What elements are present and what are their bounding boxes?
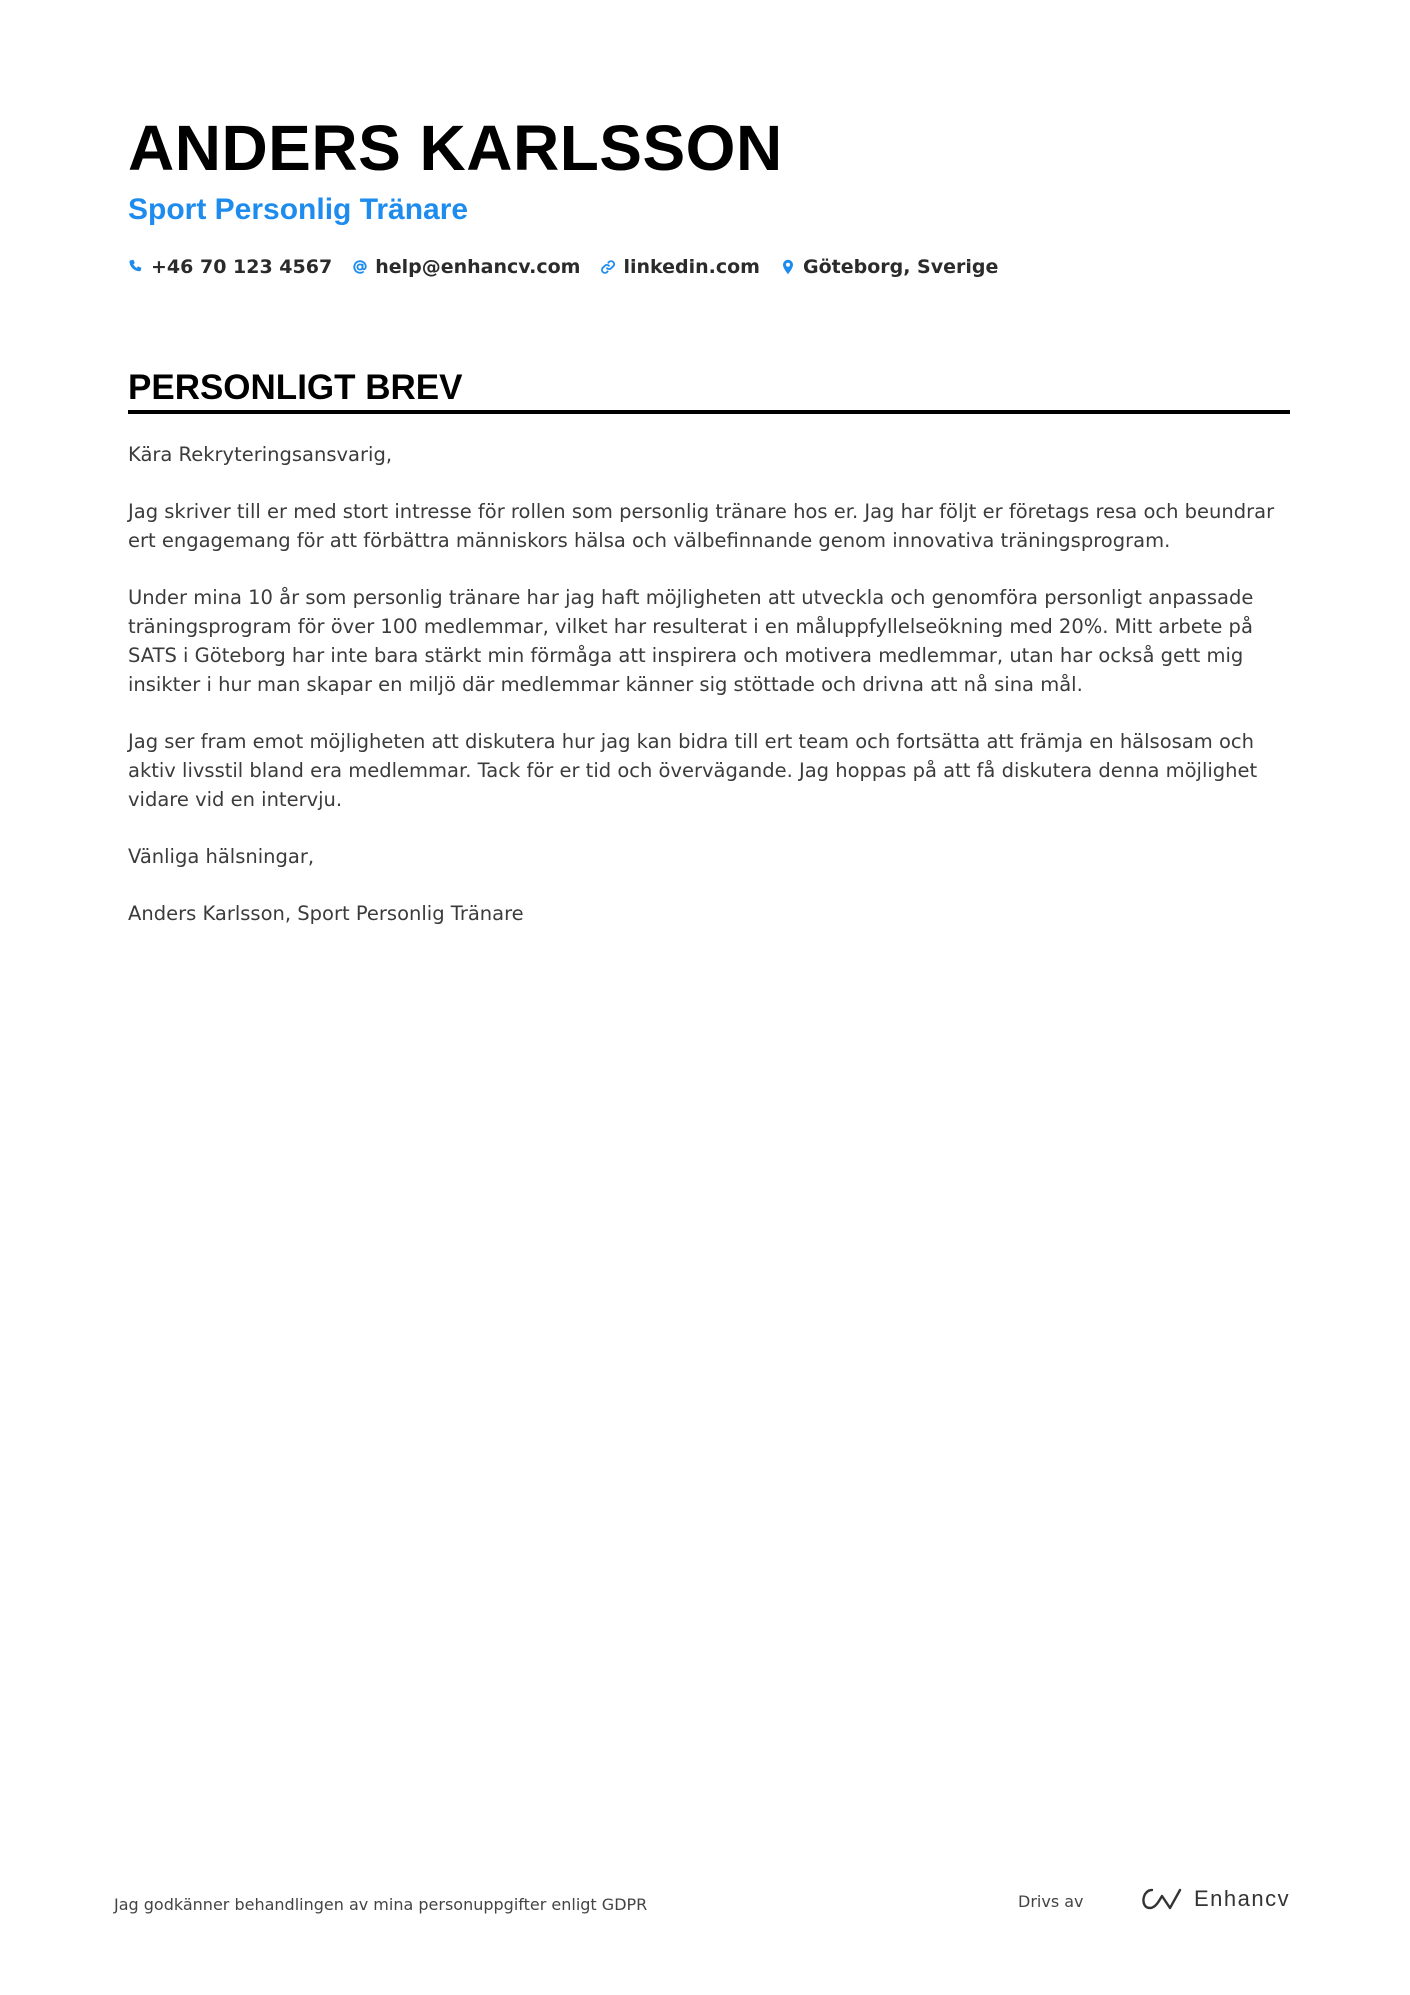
candidate-name: ANDERS KARLSSON (128, 112, 783, 184)
letter-paragraph: Jag skriver till er med stort intresse för rollen som personlig tränare hos er. Jag har följt er företags resa och beundrar ert engagemang för att förbättra människors hälsa och välbefinnande genom innovativa träningsprogram. (128, 500, 1275, 552)
contact-email[interactable] (352, 256, 580, 278)
enhancv-brand-name: Enhancv (1194, 1886, 1291, 1911)
email-address[interactable]: help@enhancv.com (375, 256, 581, 278)
letter-paragraph: Jag ser fram emot möjligheten att diskutera hur jag kan bidra till ert team och fortsätta att främja en hälsosam och aktiv livsstil bland era medlemmar. Tack för er tid och övervägande. Jag hoppas på att få diskutera denna möjlighet vidare vid en intervju. (128, 730, 1258, 811)
location-pin-icon (780, 259, 796, 275)
contact-phone (128, 256, 332, 278)
enhancv-brand[interactable] (1138, 1886, 1290, 1912)
letter-signature: Anders Karlsson, Sport Personlig Tränare (128, 902, 524, 925)
contact-location (780, 256, 998, 278)
letter-greeting: Kära Rekryteringsansvarig, (128, 443, 393, 466)
phone-icon (128, 259, 144, 275)
enhancv-logo-icon (1138, 1886, 1184, 1912)
letter-closing: Vänliga hälsningar, (128, 845, 315, 868)
gdpr-consent-text: Jag godkänner behandlingen av mina personuppgifter enligt GDPR (114, 1895, 648, 1914)
powered-by-label: Drivs av (1018, 1892, 1084, 1911)
contact-linkedin[interactable] (600, 256, 760, 278)
section-divider (128, 410, 1290, 414)
at-icon (352, 259, 368, 275)
phone-number: +46 70 123 4567 (151, 256, 333, 278)
letter-paragraph: Under mina 10 år som personlig tränare har jag haft möjligheten att utveckla och genomföra personligt anpassade träningsprogram för över 100 medlemmar, vilket har resulterat i en måluppfyllelseökning med 20%. Mitt arbete på SATS i Göteborg har inte bara stärkt min förmåga att inspirera och motivera medlemmar, utan har också gett mig insikter i hur man skapar en miljö där medlemmar känner sig stöttade och drivna att nå sina mål. (128, 586, 1254, 696)
letter-body (128, 440, 1290, 956)
location-text: Göteborg, Sverige (802, 256, 999, 278)
link-icon (600, 259, 616, 275)
job-title: Sport Personlig Tränare (128, 193, 469, 226)
linkedin-url[interactable]: linkedin.com (623, 256, 760, 278)
section-title: PERSONLIGT BREV (128, 368, 463, 407)
contact-bar (128, 252, 998, 282)
